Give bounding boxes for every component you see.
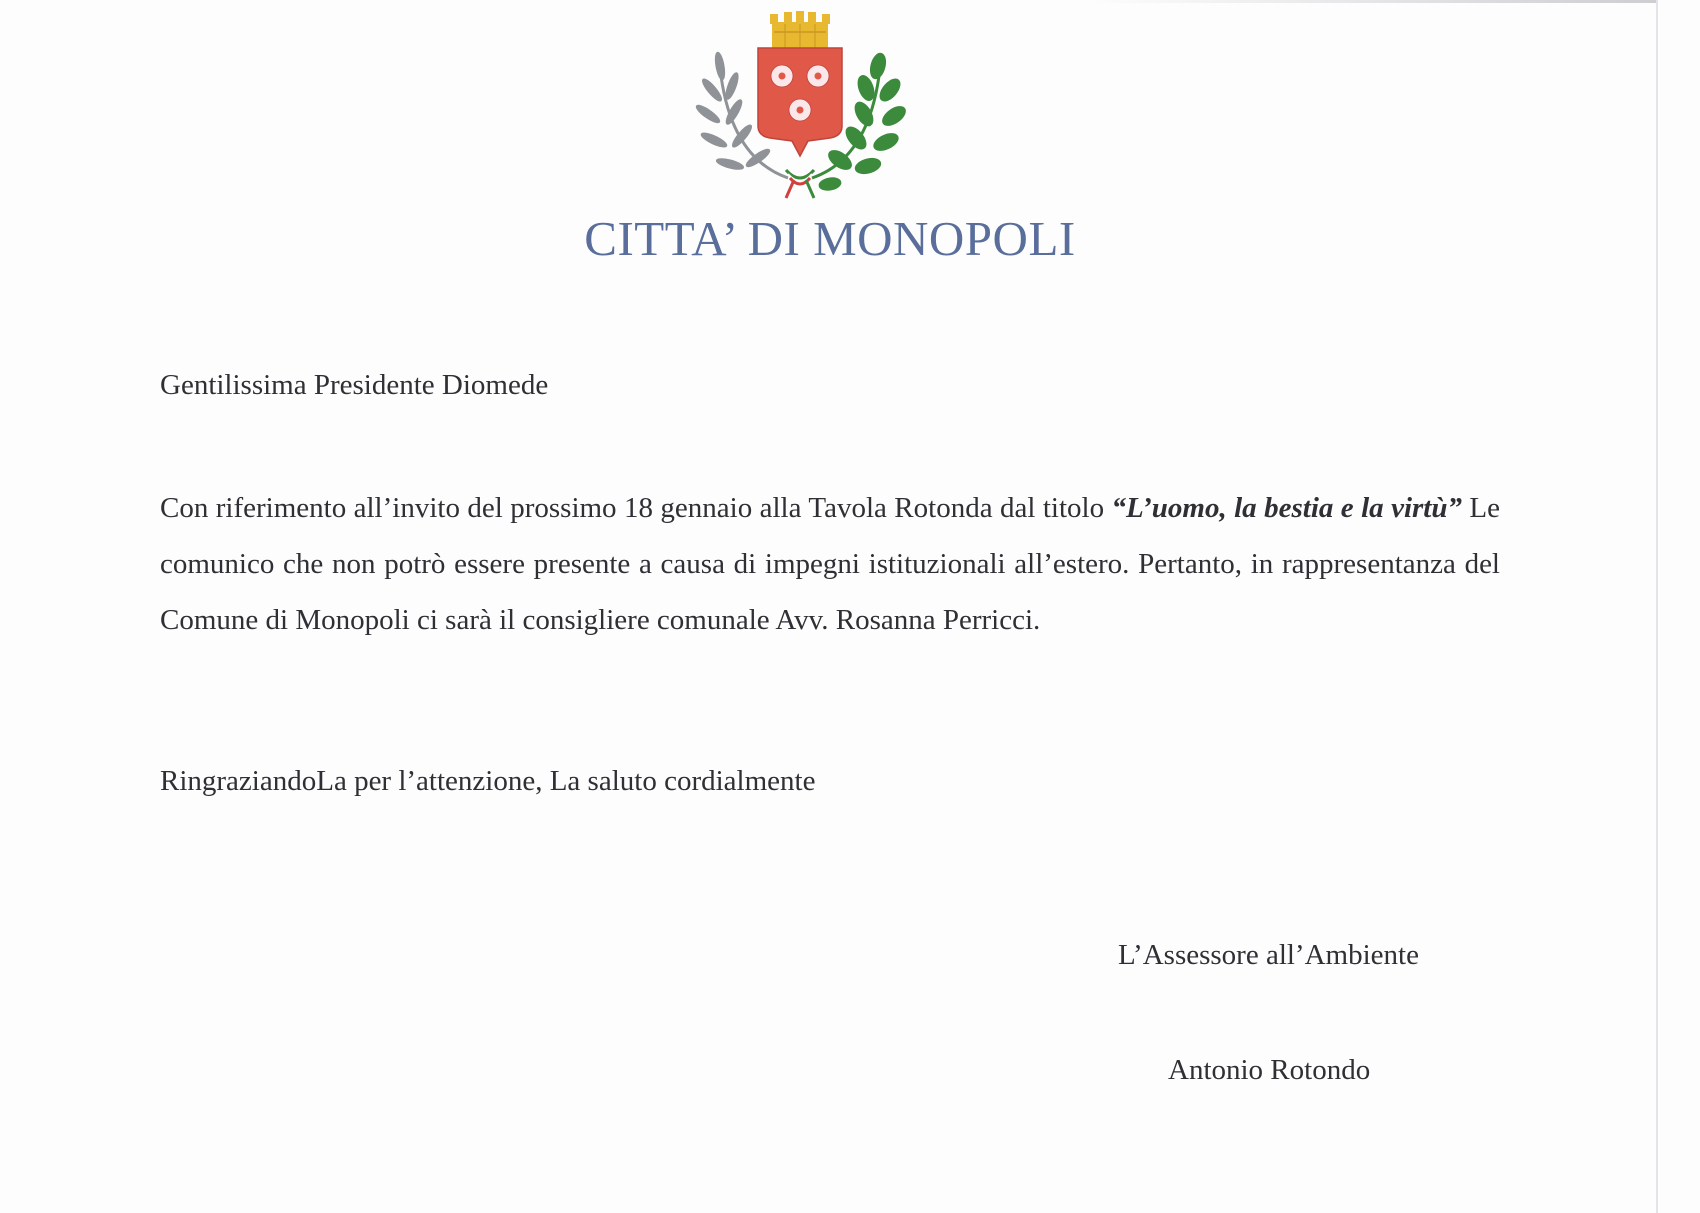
scan-edge-top <box>1090 0 1658 3</box>
ribbon-icon <box>786 170 814 198</box>
signature-role: L’Assessore all’Ambiente <box>1118 939 1419 971</box>
body-intro: Con riferimento all’invito del prossimo 18 gennaio alla Tavola Rotonda dal titolo <box>160 492 1112 524</box>
shield-icon <box>758 48 842 156</box>
city-title: CITTA’ DI MONOPOLI <box>584 211 1076 266</box>
signature-name: Antonio Rotondo <box>1168 1054 1371 1086</box>
letter-closing: RingraziandoLa per l’attenzione, La saluto cordialmente <box>160 765 816 797</box>
body-rest: Le comunico che non potrò essere presente a causa di impegni istituzionali all’estero. Pertanto, in rappresentanza del Comune di Monopoli ci sarà il consigliere comunale Avv. Rosanna Perricci. <box>160 492 1500 636</box>
letter-salutation: Gentilissima Presidente Diomede <box>160 369 549 401</box>
event-title: “L’uomo, la bestia e la virtù” <box>1111 492 1462 524</box>
letter-body <box>160 480 1500 648</box>
crown-icon <box>770 11 830 48</box>
scan-edge-right <box>1656 0 1658 1213</box>
coat-of-arms-icon <box>690 8 910 203</box>
